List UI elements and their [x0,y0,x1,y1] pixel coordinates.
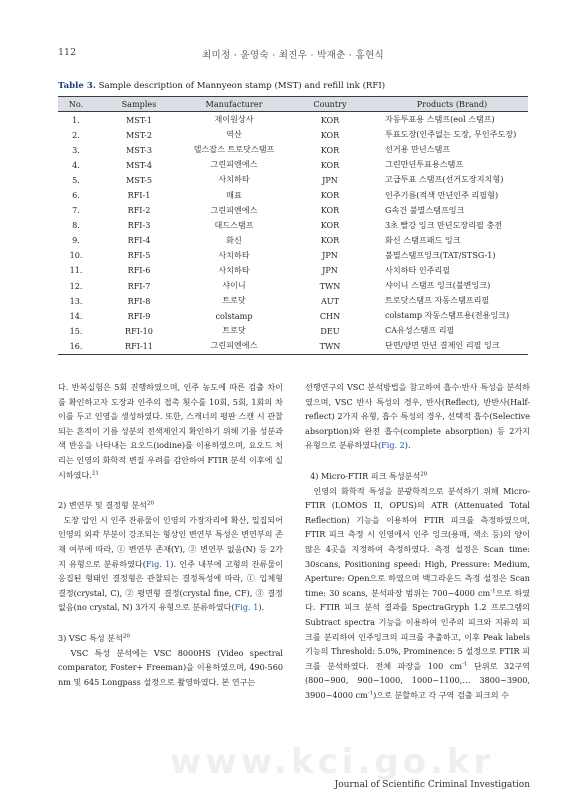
cell-no: 13. [69,295,83,306]
cell-sample: MST-4 [125,159,153,170]
cell-country: KOR [320,129,340,140]
paragraph-text: 단위로 32구역(800~900, 900~1000, 1000~1100,… 3800~3900, 3900~4000 cm [305,660,530,700]
cell-sample: RFI-4 [127,235,151,246]
cell-product: 인주기름(적색 만년인주 리필형) [385,189,499,200]
cell-country: KOR [320,205,340,216]
paragraph-text: ). [258,602,265,613]
cell-product: 단면/양면 만년 결제인 리필 잉크 [376,338,528,354]
cell-country: KOR [320,235,340,246]
cell-no: 14. [69,310,83,321]
cell-no: 15. [69,325,83,336]
paragraph [58,513,283,615]
unit-superscript: -1 [490,588,496,595]
cell-sample: RFI-5 [127,250,151,261]
cell-product: 고급투표 스탬프(선거도장지치형) [385,174,504,185]
cell-country: JPN [322,174,338,185]
cell-manufacturer: 그린피엔에스 [210,159,258,170]
cell-manufacturer: 사치하타 [218,264,250,275]
table-caption [58,81,538,91]
cell-country: KOR [320,144,340,155]
table-caption-label: Table 3. [58,81,96,91]
sample-table [58,96,528,355]
cell-country: KOR [320,114,340,125]
table-body [58,112,528,355]
paragraph-text: 인영의 화학적 특성을 분광학적으로 분석하기 위해 Micro-FTIR (LOMOS II, OPUS)의 ATR (Attenuated Total Reflection) 기능을 이용하여 FTIR 피크를 측정하였으며, FTIR 피크 측정 시 인영에서 인주 잉크(용매, 색소 등)의 양이 많은 4곳을 지정하여 측정하였다. 측정 설정은 Scan time: 30scans, Positioning speed: High, Pressure: Medium, Aperture: Open으로 하였으며 백그라운드 측정 설정은 Scan time: 30 scans, 분석파장 범위는 700~4000 cm [305,485,530,598]
cell-manufacturer: 역산 [226,129,242,140]
cell-product: colstamp 자동스탬프용(전용잉크) [385,310,510,321]
paragraph [305,484,530,703]
table-row [58,187,528,202]
cell-sample: MST-1 [125,114,153,125]
table-row [58,248,528,263]
col-header-no: No. [58,97,94,112]
cell-product: 자동투표용 스탬프(eol 스탬프) [385,114,495,125]
table-row [58,157,528,172]
table-row [58,338,528,354]
cell-product: 샤이니 스탬프 잉크(불변잉크) [385,280,491,291]
cell-product: 불멸스탬프잉크(TAT/STSG-1) [385,249,496,260]
citation-ref: 20 [146,500,154,507]
cell-sample: RFI-2 [127,205,151,216]
cell-sample: RFI-7 [127,280,151,291]
table-caption-text: Sample description of Mannyeon stamp (MST) and refill ink (RFI) [98,81,386,91]
cell-manufacturer: 그린피엔에스 [184,338,284,354]
cell-manufacturer: 트로닷 [222,325,246,336]
cell-manufacturer: 델스잡스 트로닷스탬프 [193,144,275,155]
cell-manufacturer: 사치하타 [218,249,250,260]
paragraph-text: 으로 하였다. FTIR 피크 분석 결과를 SpectraGryph 1.2 프로그램의 Subtract spectra 기능을 이용하여 인주의 피크와 지류의 피크를 분리하여 인주잉크의 피크를 추출하고, 이후 Peak labels 기능의 Threshold: 5.0%, Prominence: 5 설정으로 FTIR 피크를 분석하였다. 전체 파장을 100 cm [305,587,530,671]
cell-product: G속건 불멸스탬프잉크 [385,204,465,215]
table-header-row [58,97,528,112]
page-number: 112 [58,47,77,58]
cell-country: JPN [322,265,338,276]
table-row [58,233,528,248]
section-title: 2) 변연부 및 결정형 분석 [58,500,147,511]
cell-product: 선거용 만년스탬프 [385,144,451,155]
cell-sample: RFI-8 [127,295,151,306]
left-column [58,380,283,689]
col-header-products: Products (Brand) [376,97,528,112]
cell-product: CA유성스탬프 리필 [385,325,455,336]
table-row [58,278,528,293]
col-header-country: Country [284,97,376,112]
table-row [58,112,528,128]
section-title: 3) VSC 특성 분석 [58,632,123,643]
table-row [58,263,528,278]
paragraph [305,380,530,453]
unit-superscript: -1 [462,661,468,667]
cell-country: AUT [320,295,340,306]
section-heading-margin-crystal [58,498,283,513]
cell-sample: RFI-1 [127,190,151,201]
cell-sample: RFI-6 [127,265,151,276]
figure-link[interactable]: Fig. 2 [381,440,405,451]
figure-link[interactable]: Fig. 1 [145,558,171,569]
col-header-samples: Samples [94,97,184,112]
cell-no: 8. [72,220,80,231]
cell-country: CHN [319,310,341,321]
paragraph-text: 도장 압인 시 인주 잔류물이 인영의 가장자리에 확산, 밀집되어 인영의 외곽 부분이 강조되는 형상인 변연부 특성은 변연부의 존재 여부에 따라, ① 변연부 존재(Y), ② 변연부 없음(N) 등 2가지 유형으로 분류하였다( [58,514,283,569]
cell-country: KOR [320,190,340,201]
section-title: 4) Micro-FTIR 피크 특성분석 [310,470,421,481]
cell-sample: RFI-3 [127,220,151,231]
paragraph-text: )으로 분할하고 각 구역 검출 피크의 수 [373,689,509,700]
paragraph-text: 선행연구의 VSC 분석방법을 참고하여 흡수·반사 특성을 분석하였으며, VSC 반사 특성의 경우, 반사(Reflect), 반반사(Half-reflect) 2가지 유형, 흡수 특성의 경우, 선택적 흡수(Selective absorption)와 완전 흡수(complete absorption) 등 2가지 유형으로 분류하였다( [305,382,530,451]
cell-no: 3. [72,144,80,155]
citation-ref: 21 [91,469,99,476]
cell-manufacturer: 매표 [226,189,242,200]
table-row [58,323,528,338]
cell-manufacturer: 화신 [226,234,242,245]
cell-manufacturer: 재이원상사 [214,114,254,125]
cell-product: 3초 빨강 잉크 만년도장리필 충전 [385,219,503,230]
paragraph-text: ). [404,440,411,451]
table-row [58,308,528,323]
right-column [305,380,530,702]
cell-manufacturer: 사치하타 [218,174,250,185]
cell-no: 12. [69,280,83,291]
citation-ref: 20 [122,633,130,640]
table-row [58,172,528,187]
cell-sample: RFI-9 [127,310,151,321]
cell-no: 7. [72,205,80,216]
cell-country: DEU [320,325,340,336]
watermark: www.kci.go.kr [170,742,495,782]
figure-link[interactable]: Fig. 1 [234,602,259,613]
cell-product: 투표도장(인주없는 도장, 무인주도장) [385,129,517,140]
cell-no: 10. [69,250,83,261]
cell-product: 트로닷스탬프 자동스탬프리필 [385,295,490,306]
cell-sample: MST-5 [125,174,153,185]
running-header [58,47,528,61]
cell-country: TWN [319,280,341,291]
cell-manufacturer: colstamp [215,310,253,321]
cell-product: 화신 스탬프패드 잉크 [385,234,461,245]
cell-country: JPN [322,250,338,261]
author-list: 최미정 · 윤영숙 · 최진우 · 박재춘 · 홍현식 [202,50,384,61]
cell-no: 16. [58,338,94,354]
paragraph-text: ). 인주 내부에 고형의 잔류물이 응집된 형태인 결정형은 관찰되는 결정특성에 따라, ① 입체형 결정(crystal, C), ② 평면형 결정(crystal fine, CF), ③ 결정 없음(no crystal, N) 3가지 유형으로 분류하였다( [58,558,283,613]
paragraph [58,646,283,690]
section-heading-vsc [58,631,283,646]
citation-ref: 20 [420,471,428,478]
paragraph-text: 다. 반복실험은 5회 진행하였으며, 인주 농도에 따른 검출 차이를 확인하고자 도장과 인주의 접촉 횟수를 10회, 5회, 1회의 차이를 두고 인영을 생성하였다. 또한, 스캐너의 평판 스캔 시 관찰되는 흔적이 기름 성분의 전색제인지 확인하기 위해 기름 성분과 색 반응을 나타내는 요오드(iodine)를 이용하였으며, 요오드 처리는 인영의 화학적 변질 우려를 감안하여 FTIR 분석 이후에 실시하였다. [58,382,283,480]
cell-country: KOR [320,220,340,231]
cell-manufacturer: 트로닷 [222,295,246,306]
paragraph [58,380,283,482]
section-heading-ftir [305,469,530,484]
cell-manufacturer: 대드스탬프 [214,219,254,230]
unit-superscript: -1 [367,690,374,697]
cell-product: 사치하타 인주리필 [385,264,451,275]
journal-footer: Journal of Scientific Criminal Investigation [334,780,530,790]
cell-product: 그린만년투표용스탬프 [385,159,464,170]
cell-country: KOR [320,159,340,170]
table-row [58,142,528,157]
table-row [58,127,528,142]
cell-manufacturer: 그린피엔에스 [210,204,258,215]
cell-manufacturer: 샤이니 [222,280,246,291]
cell-no: 1. [72,114,80,125]
cell-sample: MST-3 [125,144,153,155]
cell-sample: MST-2 [125,129,153,140]
table-row [58,218,528,233]
col-header-manufacturer: Manufacturer [184,97,284,112]
cell-no: 9. [72,235,80,246]
cell-no: 2. [72,129,80,140]
table-row [58,293,528,308]
cell-sample: RFI-10 [125,325,153,336]
cell-no: 6. [72,190,80,201]
cell-sample: RFI-11 [94,338,184,354]
cell-no: 4. [72,159,80,170]
paragraph-text: VSC 특성 분석에는 VSC 8000HS (Video spectral comparator, Foster+ Freeman)을 이용하였으며, 490-560 nm 및 645 Longpass 설정으로 촬영하였다. 본 연구는 [58,647,283,687]
cell-no: 5. [72,174,80,185]
cell-no: 11. [69,265,83,276]
cell-country: TWN [284,338,376,354]
table-row [58,203,528,218]
